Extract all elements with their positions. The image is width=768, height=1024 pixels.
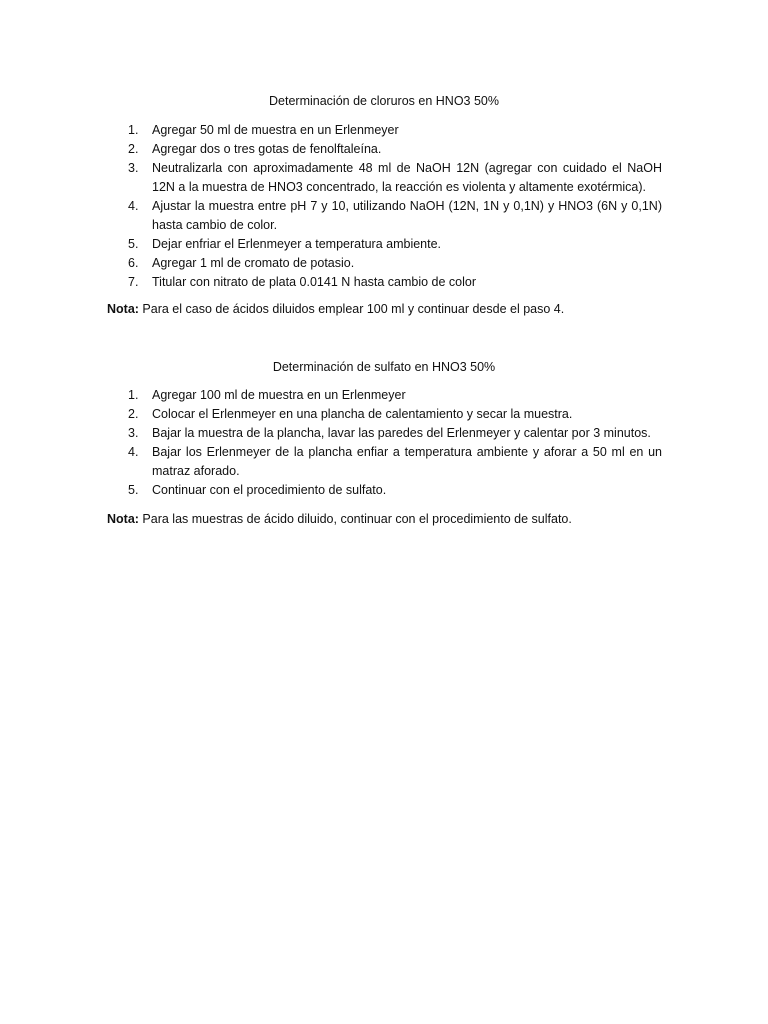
step-text: Agregar 1 ml de cromato de potasio. [152, 256, 355, 270]
step-number: 4. [128, 445, 139, 459]
list-item [107, 235, 662, 254]
list-item [107, 159, 662, 197]
step-text: Dejar enfriar el Erlenmeyer a temperatura ambiente. [152, 237, 442, 251]
section1-note [107, 300, 667, 319]
step-text: Agregar 100 ml de muestra en un Erlenmeyer [152, 388, 406, 402]
list-item [107, 424, 662, 443]
section1-steps [107, 121, 662, 292]
step-number: 5. [128, 483, 139, 497]
section2-steps [107, 386, 662, 500]
step-number: 1. [128, 123, 139, 137]
step-text: Continuar con el procedimiento de sulfato. [152, 483, 387, 497]
note-label: Nota: [107, 302, 139, 316]
section2-note [107, 510, 667, 529]
step-text: Bajar los Erlenmeyer de la plancha enfiar a temperatura ambiente y aforar a 50 ml en un matraz aforado. [152, 445, 662, 478]
step-text: Agregar dos o tres gotas de fenolftaleína. [152, 142, 382, 156]
step-text: Ajustar la muestra entre pH 7 y 10, utilizando NaOH (12N, 1N y 0,1N) y HNO3 (6N y 0,1N) hasta cambio de color. [152, 199, 662, 232]
note-text: Para las muestras de ácido diluido, continuar con el procedimiento de sulfato. [138, 512, 572, 526]
note-label: Nota: [107, 512, 139, 526]
list-item [107, 273, 662, 292]
step-text: Colocar el Erlenmeyer en una plancha de calentamiento y secar la muestra. [152, 407, 573, 421]
step-text: Titular con nitrato de plata 0.0141 N hasta cambio de color [152, 275, 477, 289]
step-number: 7. [128, 275, 139, 289]
step-number: 3. [128, 161, 139, 175]
note-text: Para el caso de ácidos diluidos emplear 100 ml y continuar desde el paso 4. [138, 302, 565, 316]
list-item [107, 443, 662, 481]
step-text: Neutralizarla con aproximadamente 48 ml de NaOH 12N (agregar con cuidado el NaOH 12N a la muestra de HNO3 concentrado, la reacción es violenta y altamente exotérmica). [152, 161, 662, 194]
list-item [107, 140, 662, 159]
section1-title: Determinación de cloruros en HNO3 50% [269, 94, 499, 108]
step-text: Agregar 50 ml de muestra en un Erlenmeyer [152, 123, 399, 137]
list-item [107, 254, 662, 273]
list-item [107, 481, 662, 500]
list-item [107, 197, 662, 235]
list-item [107, 405, 662, 424]
list-item [107, 121, 662, 140]
step-number: 5. [128, 237, 139, 251]
step-number: 2. [128, 407, 139, 421]
step-number: 6. [128, 256, 139, 270]
step-number: 2. [128, 142, 139, 156]
section2-title: Determinación de sulfato en HNO3 50% [272, 360, 496, 374]
step-number: 4. [128, 199, 139, 213]
step-number: 1. [128, 388, 139, 402]
step-text: Bajar la muestra de la plancha, lavar las paredes del Erlenmeyer y calentar por 3 minutos. [152, 426, 651, 440]
list-item [107, 386, 662, 405]
step-number: 3. [128, 426, 139, 440]
